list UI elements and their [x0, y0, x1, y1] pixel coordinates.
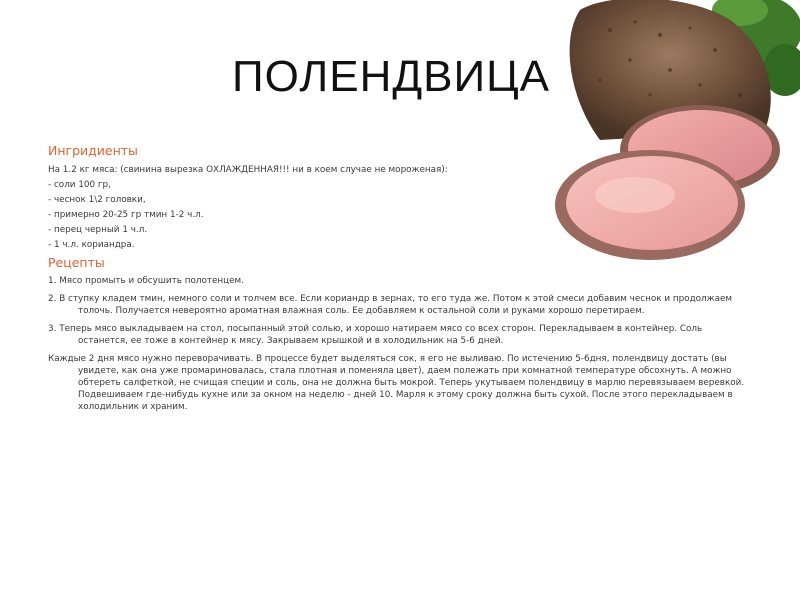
- ingredient-line: На 1.2 кг мяса: (свинина вырезка ОХЛАЖДЕННАЯ!!! ни в коем случае не мороженая):: [48, 165, 448, 175]
- ingredient-line: - соли 100 гр,: [48, 180, 111, 190]
- ingredient-line: - чеснок 1\2 головки,: [48, 195, 146, 205]
- page-title: ПОЛЕНДВИЦА: [232, 52, 551, 101]
- recipe-step: Каждые 2 дня мясо нужно переворачивать. В процессе будет выделяться сок, я его не выливаю. По истечению 5-6дня, полендвицу достать (вы увидете, как она уже промариновалась, стала плотная и поменяла цвет), даем полежать при комнатной температуре обсохнуть. А можно обтереть салфеткой, не счищая специи и соль, она не должна быть мокрой. Теперь укутываем полендвицу в марлю перевязываем веревкой. Подвешиваем где-нибудь кухне или за окном на неделю - дней 10. Марля к этому сроку должна быть сухой. После этого перекладываем в холодильник и храним.: [48, 354, 745, 412]
- recipe-step: 3. Теперь мясо выкладываем на стол, посыпанный этой солью, и хорошо натираем мясо со всех сторон. Перекладываем в контейнер. Соль останется, ее тоже в контейнер к мясу. Закрываем крышкой и в холодильник на 5-6 дней.: [48, 324, 703, 346]
- recipe-step: 1. Мясо промыть и обсушить полотенцем.: [48, 276, 244, 286]
- ingredient-line: - примерно 20-25 гр тмин 1-2 ч.л.: [48, 210, 204, 220]
- ingredient-line: - 1 ч.л. кориандра.: [48, 240, 135, 250]
- ingredient-line: - перец черный 1 ч.л.: [48, 225, 148, 235]
- recipe-heading: Рецепты: [48, 255, 105, 270]
- ingredients-heading: Ингридиенты: [48, 143, 138, 158]
- recipe-content: [48, 143, 748, 419]
- recipe-step: 2. В ступку кладем тмин, немного соли и толчем все. Если кориандр в зернах, то его туда же. Потом к этой смеси добавим чеснок и продолжаем толочь. Получается невероятно ароматная влажная соль. Ее добавляем к остальной соли и руками хорошо перетираем.: [48, 294, 733, 316]
